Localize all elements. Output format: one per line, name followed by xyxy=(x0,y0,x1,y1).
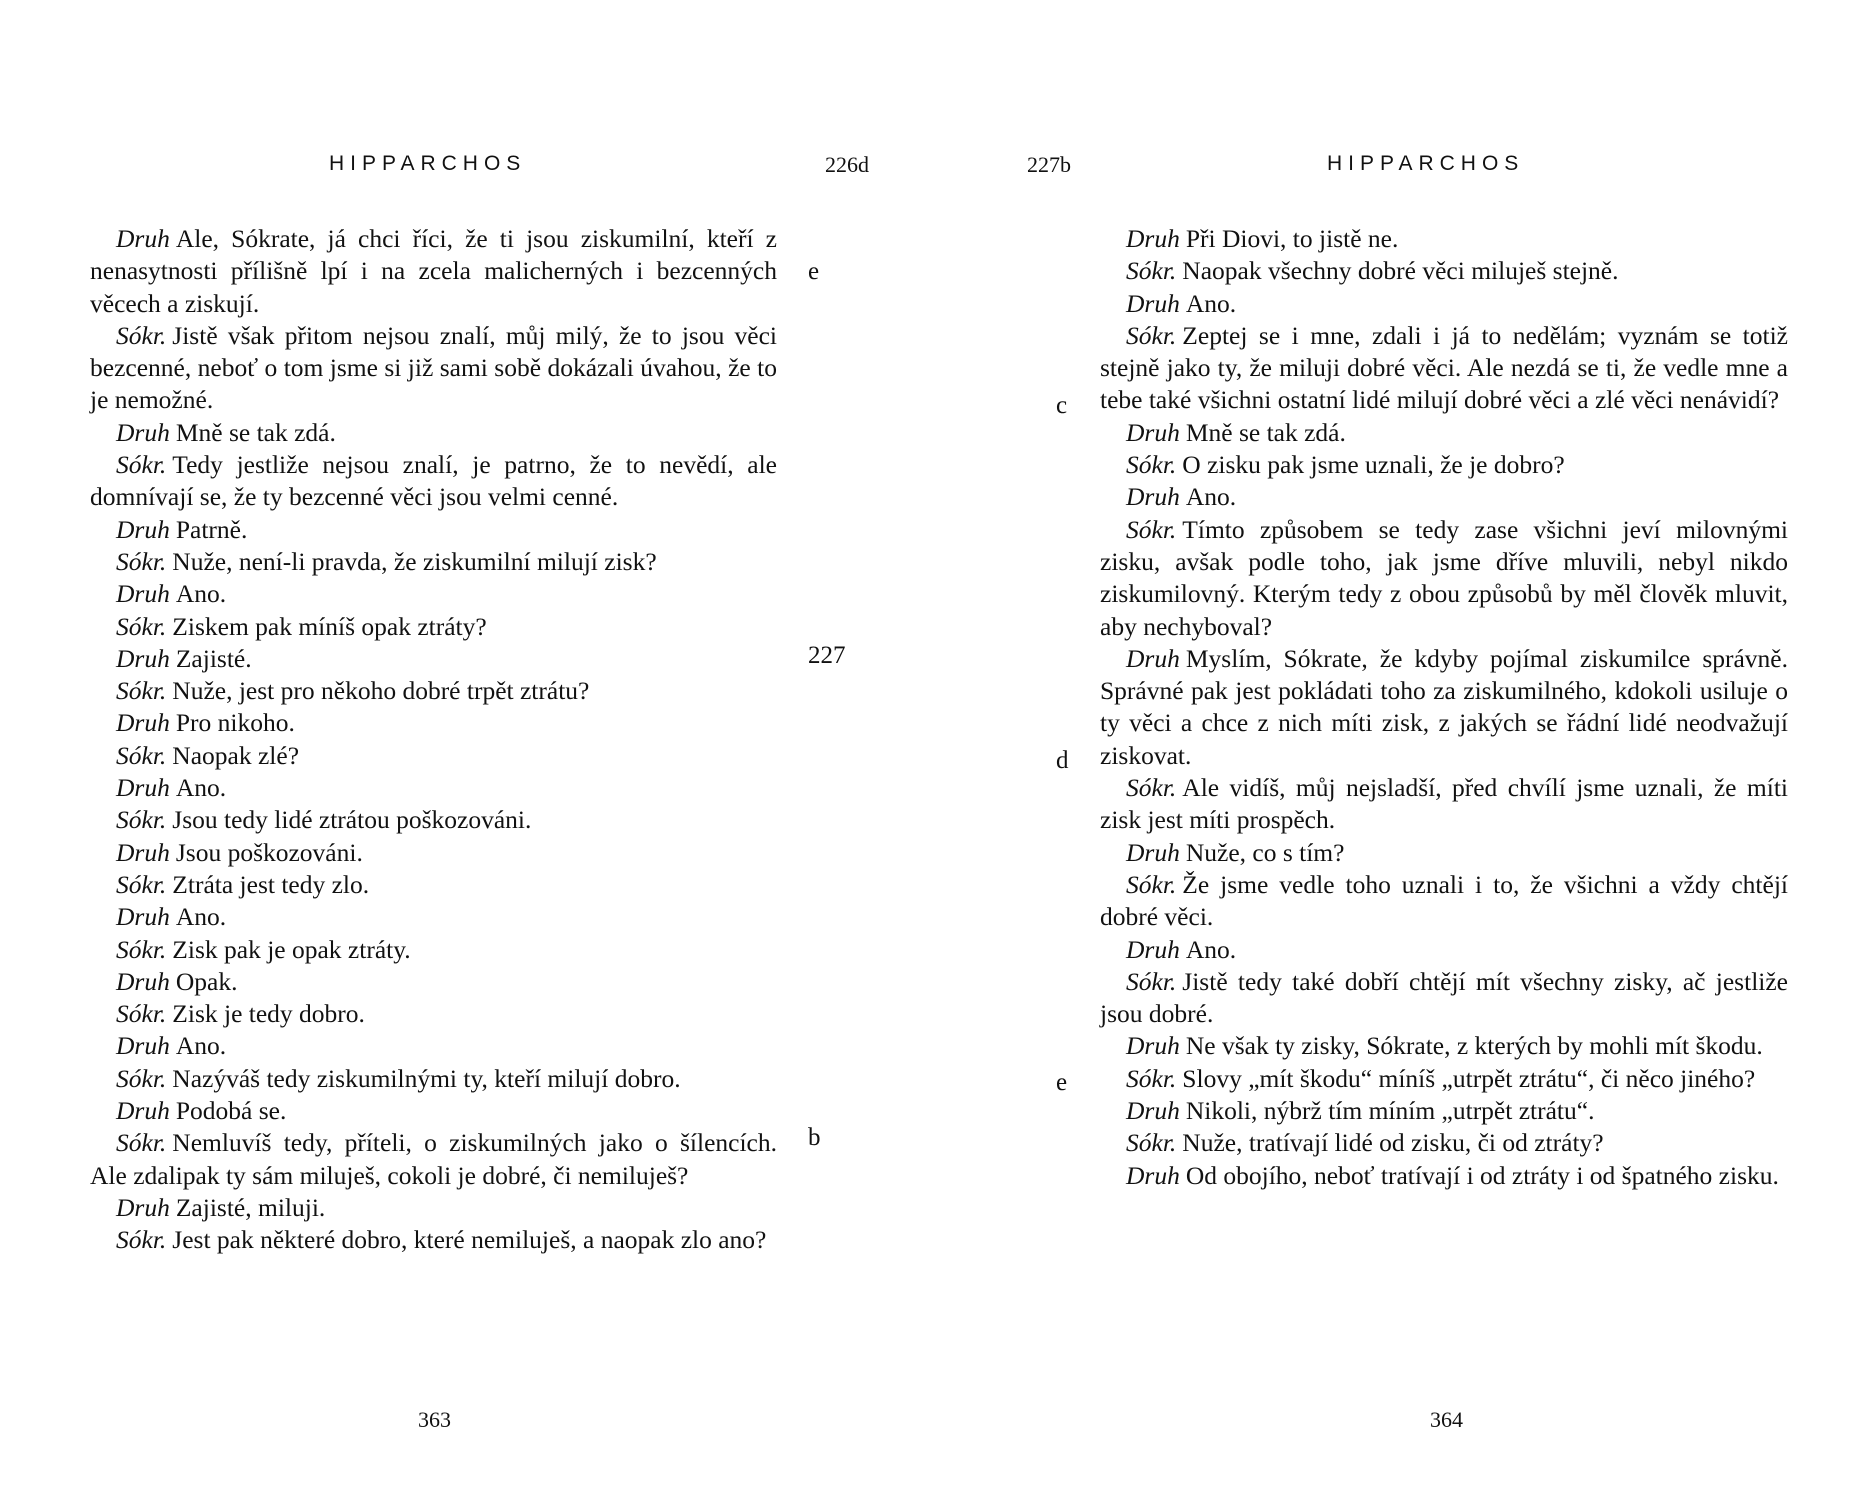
dialogue-paragraph xyxy=(90,901,777,933)
stephanus-header: 226d xyxy=(825,152,869,177)
speaker-name: Sókr. xyxy=(116,869,167,899)
speaker-name: Druh xyxy=(116,1192,170,1222)
speaker-name: Sókr. xyxy=(116,611,167,641)
speech-text: Od obojího, neboť tratívají i od ztráty i od špatného zisku. xyxy=(1185,1160,1779,1190)
dialogue-paragraph xyxy=(90,514,777,546)
speech-text: Jest pak některé dobro, které nemiluješ, a naopak zlo ano? xyxy=(172,1225,767,1255)
speech-text: Nuže, jest pro někoho dobré trpět ztrátu? xyxy=(172,676,590,706)
speaker-name: Druh xyxy=(116,1096,170,1126)
speaker-name: Sókr. xyxy=(116,1128,167,1158)
speech-text: Zajisté. xyxy=(175,643,252,673)
dialogue-paragraph xyxy=(90,546,777,578)
speech-text: Jistě však přitom nejsou znalí, můj milý, že to jsou věci bezcenné, neboť o tom jsme si již sami sobě dokázali úvahou, že to je nemožné. xyxy=(90,320,777,415)
speaker-name: Sókr. xyxy=(1126,966,1177,996)
dialogue-paragraph xyxy=(90,740,777,772)
speaker-name: Sókr. xyxy=(116,320,167,350)
speaker-name: Sókr. xyxy=(116,676,167,706)
page-number: 363 xyxy=(418,1407,451,1432)
dialogue-paragraph xyxy=(1100,934,1788,966)
dialogue-paragraph xyxy=(90,837,777,869)
speech-text: Jsou tedy lidé ztrátou poškozováni. xyxy=(172,805,532,835)
page-number: 364 xyxy=(1430,1407,1463,1432)
speaker-name: Sókr. xyxy=(1126,1128,1177,1158)
dialogue-paragraph xyxy=(1100,837,1788,869)
speech-text: Zisk je tedy dobro. xyxy=(172,999,365,1029)
dialogue-paragraph xyxy=(90,772,777,804)
speaker-name: Sókr. xyxy=(116,1063,167,1093)
speech-text: Ale vidíš, můj nejsladší, před chvílí jsme uznali, že míti zisk jest míti prospěch. xyxy=(1100,773,1788,835)
dialogue-paragraph xyxy=(90,707,777,739)
dialogue-paragraph xyxy=(90,643,777,675)
speech-text: Nazýváš tedy ziskumilnými ty, kteří milují dobro. xyxy=(172,1063,681,1093)
speech-text: Ano. xyxy=(1185,288,1237,318)
speech-text: Ano. xyxy=(1185,934,1237,964)
dialogue-text xyxy=(90,223,777,1257)
speech-text: Zeptej se i mne, zdali i já to nedělám; vyznám se totiž stejně jako ty, že miluji dobré věci. Ale nezdá se ti, že vedle mne a tebe také všichni ostatní lidé milují dobré věci a zlé věci nenávidí? xyxy=(1100,320,1788,415)
speaker-name: Druh xyxy=(116,966,170,996)
dialogue-paragraph xyxy=(1100,481,1788,513)
dialogue-paragraph xyxy=(90,1095,777,1127)
speaker-name: Sókr. xyxy=(116,1225,167,1255)
speaker-name: Sókr. xyxy=(116,805,167,835)
speaker-name: Druh xyxy=(116,643,170,673)
speaker-name: Druh xyxy=(1126,482,1180,512)
speaker-name: Sókr. xyxy=(116,740,167,770)
dialogue-paragraph xyxy=(90,804,777,836)
margin-marker: b xyxy=(808,1124,821,1151)
dialogue-paragraph xyxy=(90,966,777,998)
speech-text: Ano. xyxy=(175,1031,227,1061)
speaker-name: Sókr. xyxy=(1126,1063,1177,1093)
speech-text: Mně se tak zdá. xyxy=(1185,417,1346,447)
dialogue-paragraph xyxy=(90,1192,777,1224)
dialogue-paragraph xyxy=(1100,643,1788,772)
speech-text: Ziskem pak míníš opak ztráty? xyxy=(172,611,487,641)
speech-text: Ano. xyxy=(175,902,227,932)
margin-marker: d xyxy=(1056,747,1069,774)
dialogue-paragraph xyxy=(90,578,777,610)
dialogue-paragraph xyxy=(1100,417,1788,449)
dialogue-text xyxy=(1100,223,1788,1192)
dialogue-paragraph xyxy=(1100,772,1788,837)
dialogue-paragraph xyxy=(90,449,777,514)
speaker-name: Sókr. xyxy=(1126,869,1177,899)
dialogue-paragraph xyxy=(1100,1095,1788,1127)
speech-text: Pro nikoho. xyxy=(175,708,295,738)
speech-text: Podobá se. xyxy=(175,1096,287,1126)
speech-text: Že jsme vedle toho uznali i to, že všichni a vždy chtějí dobré věci. xyxy=(1100,869,1788,932)
margin-marker: e xyxy=(808,258,820,285)
dialogue-paragraph xyxy=(90,675,777,707)
speech-text: Myslím, Sókrate, že kdyby pojímal ziskumilce správně. Správné pak jest pokládati toho za ziskumilného, kdokoli usiluje o ty věci a chce z nich míti zisk, z jakých se řádní lidé neodvažují ziskovat. xyxy=(1100,643,1788,770)
dialogue-paragraph xyxy=(1100,1030,1788,1062)
speaker-name: Druh xyxy=(116,417,170,447)
dialogue-paragraph xyxy=(1100,320,1788,417)
margin-marker: 227 xyxy=(808,642,846,669)
dialogue-paragraph xyxy=(1100,255,1788,287)
speaker-name: Druh xyxy=(116,514,170,544)
speech-text: Nemluvíš tedy, příteli, o ziskumilných jako o šílencích. Ale zdalipak ty sám miluješ, cokoli je dobré, či nemiluješ? xyxy=(90,1128,777,1190)
dialogue-paragraph xyxy=(1100,223,1788,255)
margin-marker: e xyxy=(1056,1069,1068,1096)
speaker-name: Druh xyxy=(116,837,170,867)
speaker-name: Sókr. xyxy=(116,450,167,480)
dialogue-paragraph xyxy=(1100,449,1788,481)
speaker-name: Sókr. xyxy=(1126,514,1177,544)
speaker-name: Druh xyxy=(116,902,170,932)
speech-text: Ano. xyxy=(175,773,227,803)
running-title: HIPPARCHOS xyxy=(1327,152,1525,175)
dialogue-paragraph xyxy=(1100,1127,1788,1159)
dialogue-paragraph xyxy=(90,611,777,643)
speech-text: Při Diovi, to jistě ne. xyxy=(1185,224,1399,253)
speaker-name: Sókr. xyxy=(1126,450,1177,480)
speech-text: Ano. xyxy=(175,579,227,609)
speech-text: Naopak všechny dobré věci miluješ stejně. xyxy=(1182,256,1619,286)
dialogue-paragraph xyxy=(1100,966,1788,1031)
speaker-name: Sókr. xyxy=(1126,256,1177,286)
speech-text: Nuže, není-li pravda, že ziskumilní milují zisk? xyxy=(172,546,657,576)
speech-text: Ano. xyxy=(1185,482,1237,512)
dialogue-paragraph xyxy=(1100,1063,1788,1095)
dialogue-paragraph xyxy=(90,1063,777,1095)
speech-text: Nuže, co s tím? xyxy=(1185,837,1345,867)
speech-text: Slovy „mít škodu“ míníš „utrpět ztrátu“, či něco jiného? xyxy=(1182,1063,1756,1093)
speaker-name: Druh xyxy=(1126,934,1180,964)
dialogue-paragraph xyxy=(90,869,777,901)
speech-text: O zisku pak jsme uznali, že je dobro? xyxy=(1182,450,1565,480)
speaker-name: Druh xyxy=(1126,837,1180,867)
speaker-name: Druh xyxy=(1126,417,1180,447)
speaker-name: Druh xyxy=(116,773,170,803)
dialogue-paragraph xyxy=(90,998,777,1030)
speaker-name: Druh xyxy=(1126,1096,1180,1126)
dialogue-paragraph xyxy=(90,1224,777,1256)
speech-text: Opak. xyxy=(175,966,238,996)
speaker-name: Druh xyxy=(1126,288,1180,318)
speaker-name: Sókr. xyxy=(116,934,167,964)
dialogue-paragraph xyxy=(1100,1160,1788,1192)
speech-text: Nikoli, nýbrž tím míním „utrpět ztrátu“. xyxy=(1185,1096,1595,1126)
speaker-name: Druh xyxy=(1126,1031,1180,1061)
speaker-name: Druh xyxy=(116,579,170,609)
speech-text: Nuže, tratívají lidé od zisku, či od ztráty? xyxy=(1182,1128,1604,1158)
speech-text: Ztráta jest tedy zlo. xyxy=(172,869,370,899)
speech-text: Patrně. xyxy=(175,514,248,544)
speaker-name: Druh xyxy=(1126,1160,1180,1190)
dialogue-paragraph xyxy=(1100,869,1788,934)
stephanus-header: 227b xyxy=(1027,152,1071,177)
dialogue-paragraph xyxy=(1100,288,1788,320)
speech-text: Ale, Sókrate, já chci říci, že ti jsou ziskumilní, kteří z nenasytnosti přílišně lpí i na zcela malicherných i bezcenných věcech a ziskují. xyxy=(90,224,777,318)
right-page xyxy=(931,0,1862,1501)
speaker-name: Sókr. xyxy=(1126,773,1177,803)
dialogue-paragraph xyxy=(90,1127,777,1192)
running-title: HIPPARCHOS xyxy=(329,152,527,175)
speech-text: Naopak zlé? xyxy=(172,740,300,770)
speech-text: Mně se tak zdá. xyxy=(175,417,336,447)
speech-text: Ne však ty zisky, Sókrate, z kterých by mohli mít škodu. xyxy=(1185,1031,1763,1061)
dialogue-paragraph xyxy=(90,934,777,966)
speech-text: Zajisté, miluji. xyxy=(175,1192,326,1222)
speech-text: Jsou poškozováni. xyxy=(175,837,363,867)
speech-text: Tedy jestliže nejsou znalí, je patrno, že to nevědí, ale domnívají se, že ty bezcenné věci jsou velmi cenné. xyxy=(90,450,777,512)
dialogue-paragraph xyxy=(90,320,777,417)
speaker-name: Sókr. xyxy=(116,999,167,1029)
speech-text: Jistě tedy také dobří chtějí mít všechny zisky, ač jestliže jsou dobré. xyxy=(1100,966,1788,1029)
dialogue-paragraph xyxy=(1100,514,1788,643)
speech-text: Tímto způsobem se tedy zase všichni jeví milovnými zisku, avšak podle toho, jak jsme dříve mluvili, nebyl nikdo ziskumilovný. Kterým tedy z obou způsobů by měl člověk mluvit, aby nechyboval? xyxy=(1100,514,1788,641)
dialogue-paragraph xyxy=(90,1030,777,1062)
dialogue-paragraph xyxy=(90,417,777,449)
speaker-name: Druh xyxy=(1126,224,1180,253)
speaker-name: Sókr. xyxy=(116,546,167,576)
speaker-name: Druh xyxy=(116,1031,170,1061)
speaker-name: Druh xyxy=(116,708,170,738)
margin-marker: c xyxy=(1056,392,1068,419)
dialogue-paragraph xyxy=(90,223,777,320)
speaker-name: Sókr. xyxy=(1126,320,1177,350)
speech-text: Zisk pak je opak ztráty. xyxy=(172,934,411,964)
speaker-name: Druh xyxy=(116,224,170,253)
speaker-name: Druh xyxy=(1126,643,1180,673)
